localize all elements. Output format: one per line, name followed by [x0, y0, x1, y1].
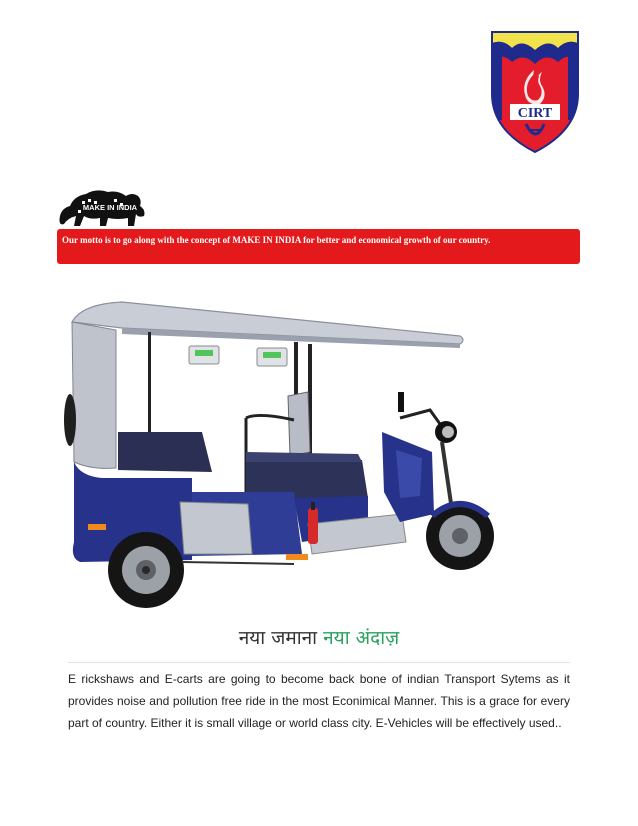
logo-text: CIRT: [517, 106, 553, 121]
tagline-part-2: नया अंदाज़: [323, 627, 400, 649]
motto-banner: [57, 229, 580, 264]
make-in-india-text: MAKE IN INDIA: [82, 203, 138, 212]
motto-text: Our motto is to go along with the concept of MAKE IN INDIA for better and economical growth of our country.: [62, 235, 491, 245]
divider: [68, 662, 570, 663]
tagline-part-1: नया जमाना: [238, 627, 318, 649]
hindi-tagline: [0, 624, 638, 650]
make-in-india-logo: [56, 186, 148, 230]
cirt-logo: [490, 30, 580, 155]
e-rickshaw-image: [62, 292, 502, 612]
body-paragraph: E rickshaws and E-carts are going to become back bone of indian Transport Sytems as it provides noise and pollution free ride in the most Econimical Manner. This is a grace for every part of country. Either it is small village or world class city. E-Vehicles will be effectively used..: [68, 672, 570, 730]
